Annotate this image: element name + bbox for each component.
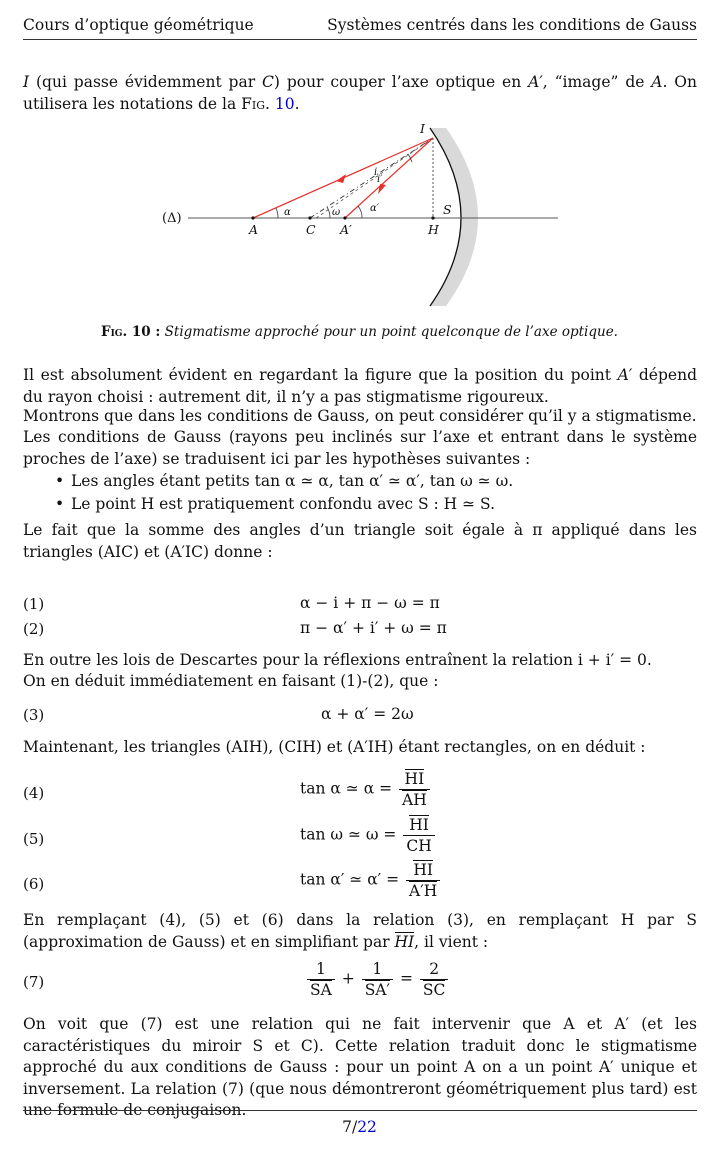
label-iprime: i′ — [377, 174, 383, 185]
footer-rule — [23, 1110, 697, 1111]
hypothesis-item: • Le point H est pratiquement confondu avec S : H ≃ S. — [23, 493, 697, 516]
eq3-number: (3) — [23, 706, 45, 724]
intro-paragraph: I (qui passe évidemment par C) pour couper l’axe optique en A′, “image” de A. On utilisera les notations de la Fig. 10. — [23, 73, 697, 113]
header-rule — [23, 39, 697, 40]
total-pages-link[interactable]: 22 — [357, 1118, 377, 1136]
hypothesis-item: • Les angles étant petits tan α ≃ α, tan α′ ≃ α′, tan ω ≃ ω. — [23, 470, 697, 493]
label-axis: (Δ) — [162, 211, 182, 226]
paragraph-3: Les conditions de Gauss (rayons peu inclinés sur l’axe et entrant dans le système proches de l’axe) se traduisent ici par les hypothèses suivantes : — [23, 428, 697, 468]
alpha-arc — [276, 208, 278, 218]
label-S: S — [443, 202, 452, 217]
alphaprime-arc — [358, 206, 362, 218]
fig-reference-link[interactable]: 10 — [274, 94, 295, 113]
eq6-number: (6) — [23, 875, 45, 893]
fig-reference-word: Fig. — [241, 94, 270, 113]
paragraph-9: On voit que (7) est une relation qui ne fait intervenir que A et A′ (et les caractéristiques du miroir S et C). Cette relation traduit donc le stigmatisme approché du aux conditions de Gauss : pour un point A on a un point A′ unique et inversement. La relation (7) (que nous démontreront géométriquement plus tard) est une formule de conjugaison. — [23, 1015, 697, 1119]
eq7-number: (7) — [23, 973, 45, 991]
eq3-expression: α + α′ = 2ω — [321, 705, 414, 723]
paragraph-6: On en déduit immédiatement en faisant (1)-(2), que : — [23, 672, 439, 690]
paragraph-8: En remplaçant (4), (5) et (6) dans la relation (3), en remplaçant H par S (approximation de Gauss) et en simplifiant par HI, il vient : — [23, 911, 697, 951]
eq5-expression: tan ω ≃ ω = $\frac{HI}{CH}$ — [300, 815, 437, 856]
label-C: C — [306, 222, 316, 237]
concave-mirror — [430, 128, 478, 306]
eq4-number: (4) — [23, 784, 45, 802]
running-header-right: Systèmes centrés dans les conditions de Gauss — [327, 16, 697, 34]
eq5-number: (5) — [23, 830, 45, 848]
caption-label: Fig. 10 : — [101, 324, 161, 340]
label-I: I — [420, 121, 425, 136]
paragraph-7: Maintenant, les triangles (AIH), (CIH) et (A′IH) étant rectangles, on en déduit : — [23, 738, 646, 756]
paragraph-4: Le fait que la somme des angles d’un triangle soit égale à π appliqué dans les triangles (AIC) et (A′IC) donne : — [23, 521, 697, 561]
paragraph-2: Montrons que dans les conditions de Gauss, on peut considérer qu’il y a stigmatisme. — [23, 407, 697, 425]
figure-10-diagram — [150, 118, 570, 313]
label-alpha: α — [284, 207, 291, 218]
eq6-expression: tan α′ ≃ α′ = $\frac{HI}{A'H}$ — [300, 860, 442, 901]
eq4-expression: tan α ≃ α = $\frac{HI}{AH}$ — [300, 769, 432, 810]
eq2-number: (2) — [23, 620, 45, 638]
page-number: 7/22 — [342, 1118, 377, 1136]
incident-ray-arrow — [336, 174, 346, 183]
eq2-expression: π − α′ + i′ + ω = π — [300, 619, 447, 637]
running-header-left: Cours d’optique géométrique — [23, 16, 254, 34]
caption-text: Stigmatisme approché pour un point quelconque de l’axe optique. — [164, 324, 618, 340]
paragraph-1: Il est absolument évident en regardant la figure que la position du point A′ dépend du rayon choisi : autrement dit, il n’y a pas stigmatisme rigoureux. — [23, 366, 697, 406]
figure-caption — [0, 324, 719, 340]
label-Aprime: A′ — [340, 222, 352, 237]
label-i: i — [374, 167, 378, 178]
label-H: H — [428, 222, 439, 237]
eq1-expression: α − i + π − ω = π — [300, 594, 440, 612]
hypotheses-list — [23, 470, 697, 516]
label-A: A — [249, 222, 259, 237]
eq1-number: (1) — [23, 595, 45, 613]
reflected-ray-arrow — [378, 184, 386, 194]
omega-arc — [327, 207, 330, 218]
label-alphaprime: α′ — [370, 203, 380, 214]
eq7-expression: $\frac{1}{SA}$ + $\frac{1}{SA'}$ = $\frac{2}{SC}$ — [305, 959, 450, 1000]
paragraph-5: En outre les lois de Descartes pour la réflexions entraînent la relation i + i′ = 0. — [23, 651, 652, 669]
label-omega: ω — [332, 207, 341, 218]
